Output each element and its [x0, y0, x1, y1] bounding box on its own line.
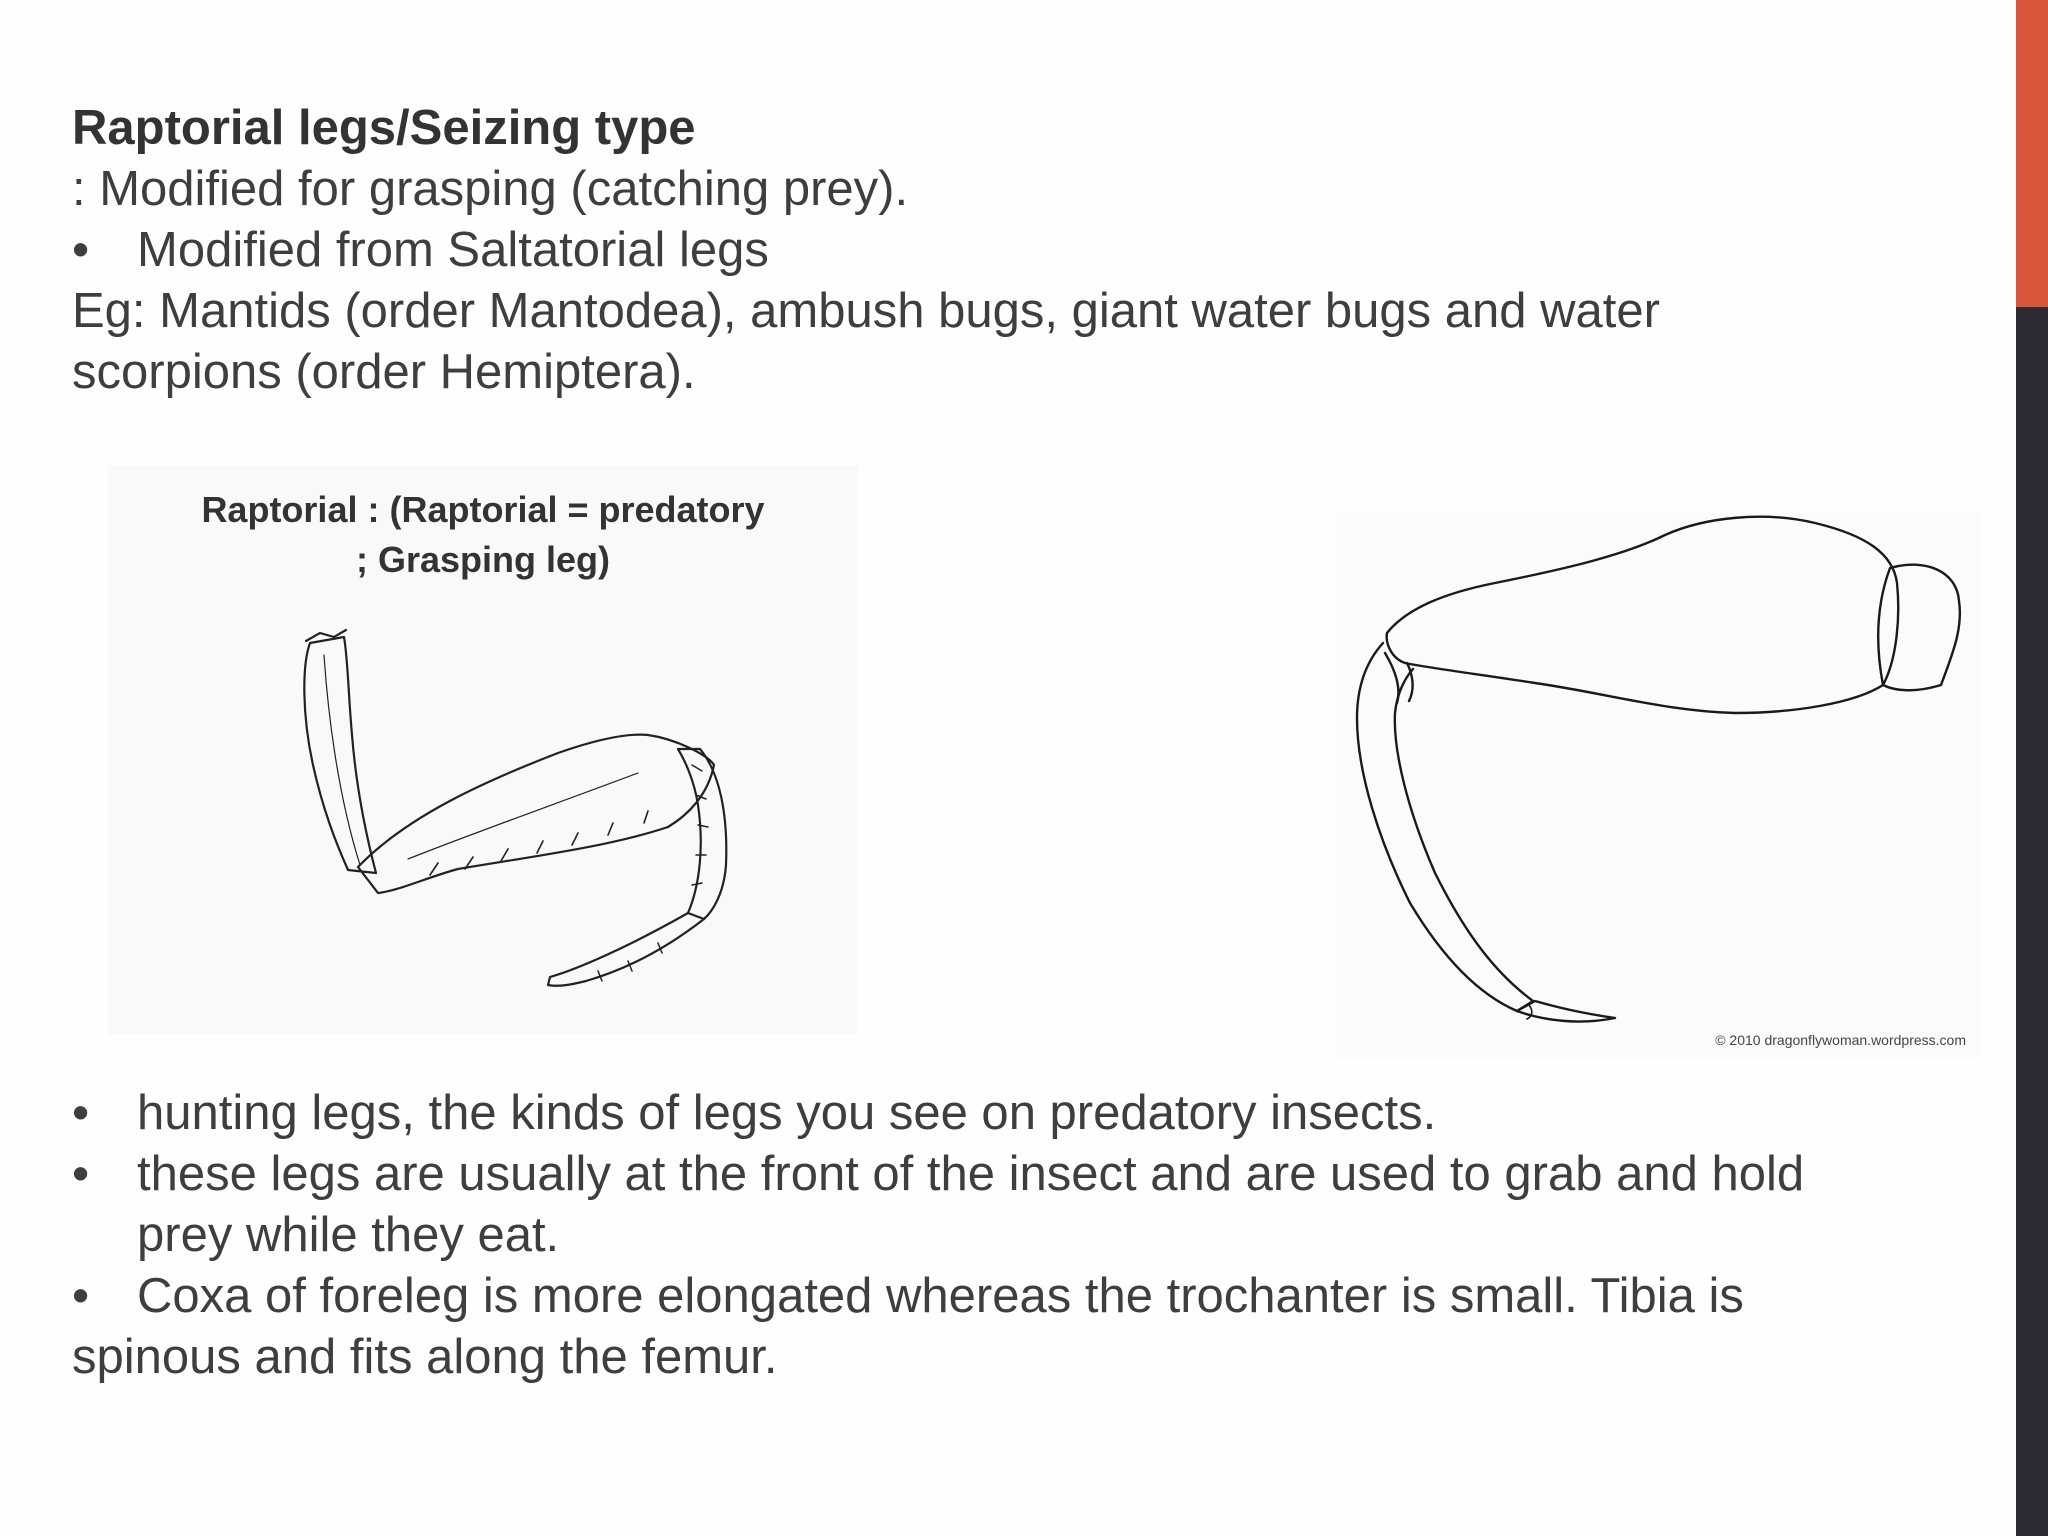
examples-line-2: scorpions (order Hemiptera).: [72, 345, 696, 399]
leg-outline-figure: [1335, 513, 1980, 1058]
tarsus-segment: [548, 913, 704, 986]
intro-text-block: [72, 98, 1972, 403]
mantis-leg-figure: [108, 465, 858, 1035]
bullet-marker: •: [72, 1269, 90, 1323]
bottom-bullet-3: [72, 1266, 1972, 1327]
femur-spines: [430, 811, 648, 875]
coxa-outline: [1878, 565, 1960, 691]
bottom-bullet-3-text: Coxa of foreleg is more elongated whereas the trochanter is small. Tibia is: [137, 1269, 1744, 1323]
bottom-bullet-2: [72, 1144, 1972, 1205]
slide-heading: Raptorial legs/Seizing type: [72, 101, 696, 155]
bullet-marker: •: [72, 223, 90, 277]
tibia-outline: [1357, 643, 1533, 1011]
bottom-bullet-2-text: these legs are usually at the front of the insect and are used to grab and hold: [137, 1147, 1805, 1201]
definition-line: : Modified for grasping (catching prey).: [72, 162, 909, 216]
bullet-marker: •: [72, 1147, 90, 1201]
femur-segment: [358, 735, 714, 893]
leg-outline-drawing: [1335, 513, 1980, 1058]
figure-copyright: © 2010 dragonflywoman.wordpress.com: [1715, 1032, 1966, 1048]
tarsus-joints: [598, 943, 662, 981]
bottom-bullet-3-continuation: spinous and fits along the femur.: [72, 1330, 778, 1384]
caption-line-2: ; Grasping leg): [355, 539, 611, 580]
femur-outline: [1387, 517, 1899, 713]
bullet-marker: •: [72, 1086, 90, 1140]
examples-line-1: Eg: Mantids (order Mantodea), ambush bugs, giant water bugs and water: [72, 284, 1660, 338]
right-edge-accent: [2016, 0, 2048, 307]
caption-line-1: Raptorial : (Raptorial = predatory: [201, 489, 765, 530]
top-bullet-text: Modified from Saltatorial legs: [137, 223, 769, 277]
bottom-bullet-1-text: hunting legs, the kinds of legs you see on predatory insects.: [137, 1086, 1437, 1140]
coxa-segment: [304, 637, 376, 873]
top-bullet-item: [72, 220, 1972, 281]
femur-inner-line: [408, 773, 638, 859]
bottom-bullet-2-continuation: prey while they eat.: [137, 1208, 560, 1262]
bottom-bullet-1: [72, 1083, 1972, 1144]
tarsus-joint: [1527, 1005, 1532, 1019]
tibia-segment: [678, 749, 726, 919]
mantis-leg-drawing: [108, 465, 858, 1035]
right-edge-bar: [2016, 0, 2048, 1536]
details-text-block: [72, 1083, 1972, 1388]
